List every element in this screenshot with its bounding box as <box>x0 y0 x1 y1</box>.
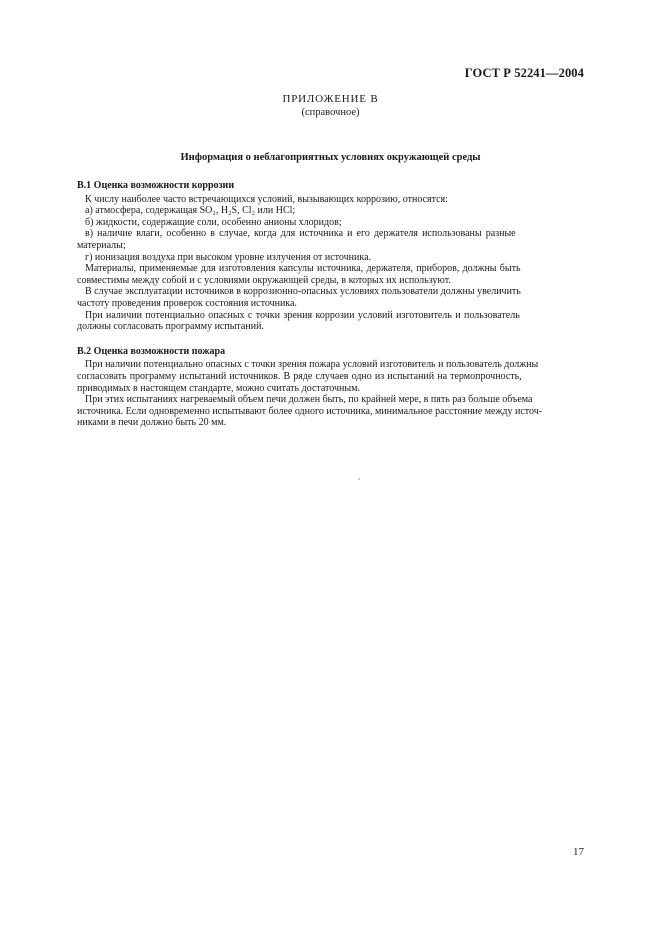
text-line: б) жидкости, содержащие соли, особенно анионы хлоридов; <box>85 216 342 228</box>
text-line: частоту проведения проверок состояния источника. <box>77 297 297 309</box>
standard-code: ГОСТ Р 52241—2004 <box>464 66 584 80</box>
page-number: 17 <box>573 846 584 858</box>
document-title: Информация о неблагоприятных условиях окружающей среды <box>180 152 481 163</box>
section-heading-fire: В.2 Оценка возможности пожара <box>77 345 226 357</box>
text-line: г) ионизация воздуха при высоком уровне излучения от источника. <box>85 251 372 263</box>
text-line: При наличии потенциально опасных с точки зрения пожара условий изготовитель и пользователь должны <box>85 359 539 371</box>
text-line: никами в печи должно быть 20 мм. <box>77 417 227 429</box>
appendix-title: ПРИЛОЖЕНИЕ В <box>282 93 379 105</box>
text-line: совместимы между собой и с условиями окружающей среды, в которых их используют. <box>77 274 451 286</box>
text-line: При этих испытаниях нагреваемый объем печи должен быть, по крайней мере, в пять раз больше объема <box>85 394 533 406</box>
text-line: Материалы, применяемые для изготовления капсулы источника, держателя, приборов, должны быть <box>85 263 521 275</box>
text-line: В случае эксплуатации источников в коррозионно-опасных условиях пользователи должны увеличить <box>85 286 521 298</box>
document-body <box>77 180 584 429</box>
section-heading-corrosion: В.1 Оценка возможности коррозии <box>77 180 235 191</box>
text-line: согласовать программу испытаний источников. В ряде случаев одно из испытаний на термопрочность, <box>77 370 522 382</box>
text-line: При наличии потенциально опасных с точки зрения коррозии условий изготовитель и пользователь <box>85 309 520 321</box>
appendix-header <box>0 93 661 119</box>
text-line: приводимых в настоящем стандарте, можно считать достаточным. <box>77 382 360 394</box>
scan-speck <box>358 478 360 480</box>
text-line: в) наличие влаги, особенно в случае, когда для источника и его держателя использованы разные <box>85 228 516 240</box>
text-line: а) атмосфера, содержащая SO₂, H₂S, Cl₂ или HCl; <box>85 205 296 217</box>
text-line: должны согласовать программу испытаний. <box>77 321 264 333</box>
text-line: материалы; <box>77 239 126 251</box>
text-line: К числу наиболее часто встречающихся условий, вызывающих коррозию, относятся: <box>85 193 448 205</box>
appendix-note: (справочное) <box>301 107 360 118</box>
text-line: источника. Если одновременно испытывают более одного источника, минимальное расстояние между источ- <box>77 405 543 417</box>
